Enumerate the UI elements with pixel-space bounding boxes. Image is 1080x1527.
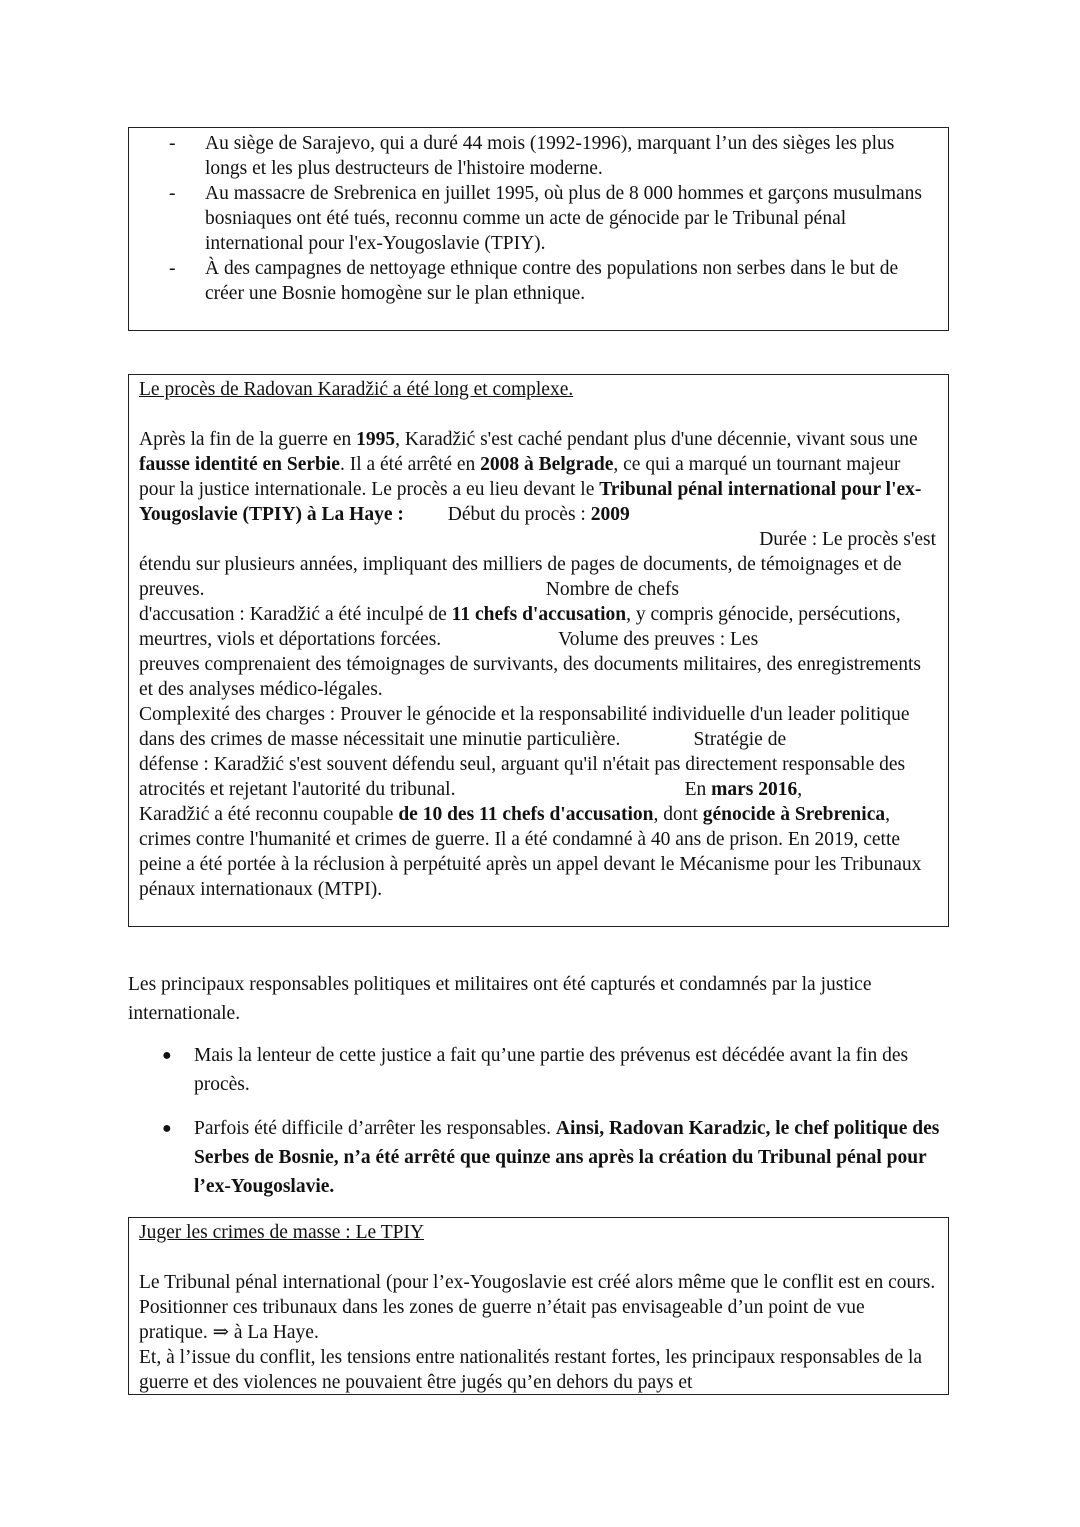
text: Volume des preuves : Les: [558, 629, 759, 650]
verdict-paragraph: [139, 802, 936, 902]
bold-text: 2008 à Belgrade: [480, 454, 614, 475]
list-item: [128, 1041, 948, 1099]
complexity-paragraph: [139, 702, 936, 752]
trial-box-content: [139, 377, 936, 902]
evidence-paragraph: preuves comprenaient des témoignages de survivants, des documents militaires, des enregistrements et des analyses médico-légales.: [139, 654, 921, 700]
text: , y compris génocide, persécutions, meurtres, viols et déportations forcées.: [139, 604, 901, 650]
bullet-list: [128, 1114, 948, 1201]
text: , crimes contre l'humanité et crimes de guerre. Il a été condamné à 40 ans de prison. En 2019, cette peine a été portée à la réclusion à perpétuité après un appel devant le Mécanisme pour les Tribunaux pénaux internationaux (MTPI).: [139, 804, 922, 900]
trial-box: [128, 374, 949, 927]
bullet-list: [128, 1041, 948, 1099]
intro-paragraph: Les principaux responsables politiques et militaires ont été capturés et condamnés par la justice internationale.: [128, 974, 872, 1024]
list-item: [129, 256, 948, 306]
text: Karadžić a été reconnu coupable: [139, 804, 399, 825]
text: étendu sur plusieurs années, impliquant des milliers de pages de documents, de témoignages et de preuves.: [139, 554, 902, 600]
tpiy-box-title: Juger les crimes de masse : Le TPIY: [139, 1222, 425, 1243]
bold-text: Ainsi, Radovan Karadzic, le chef politique des Serbes de Bosnie, n’a été arrêté que quinze ans après la création du Tribunal pénal pour l’ex-Yougoslavie.: [194, 1118, 940, 1197]
bold-text: fausse identité en Serbie: [139, 454, 340, 475]
text: Début du procès :: [447, 504, 591, 525]
text: , Karadžić s'est caché pendant plus d'une décennie, vivant sous une: [395, 429, 918, 450]
tpiy-box-content: [139, 1220, 936, 1395]
trial-box-title: Le procès de Radovan Karadžić a été long et complexe.: [139, 379, 574, 400]
dash-list: [129, 131, 948, 306]
text: , dont: [653, 804, 703, 825]
bold-text: Tribunal pénal international pour l'ex-Yougoslavie (TPIY) à La Haye :: [139, 479, 922, 525]
dash-bullet: -: [169, 133, 176, 154]
tpiy-box: [128, 1217, 949, 1395]
text: Complexité des charges : Prouver le génocide et la responsabilité individuelle d'un leader politique dans des crimes de masse nécessitait une minutie particulière.: [139, 704, 910, 750]
text: Nombre de chefs: [545, 579, 679, 600]
text: défense : Karadžić s'est souvent défendu seul, arguant qu'il n'était pas directement responsable des atrocités et rejetant l'autorité du tribunal.: [139, 754, 906, 800]
bold-text: 11 chefs d'accusation: [451, 604, 627, 625]
list-item-text: Au massacre de Srebrenica en juillet 1995, où plus de 8 000 hommes et garçons musulmans bosniaques ont été tués, reconnu comme un acte de génocide par le Tribunal pénal international pour l'ex-Yougoslavie (TPIY).: [205, 183, 923, 254]
bold-text: 1995: [356, 429, 396, 450]
list-item: [129, 131, 948, 181]
bold-text: de 10 des 11 chefs d'accusation: [398, 804, 654, 825]
bullet-dot: ●: [162, 1047, 172, 1064]
list-item: [128, 1114, 948, 1201]
bold-text: génocide à Srebrenica: [702, 804, 886, 825]
charges-paragraph: [139, 602, 936, 652]
bold-text: 2009: [590, 504, 630, 525]
duration-label: Durée : Le procès s'est: [759, 529, 936, 550]
list-item-text: Mais la lenteur de cette justice a fait qu’une partie des prévenus est décédée avant la fin des procès.: [194, 1045, 909, 1095]
text: d'accusation : Karadžić a été inculpé de: [139, 604, 452, 625]
list-item: [129, 181, 948, 256]
text: Parfois été difficile d’arrêter les responsables.: [194, 1118, 556, 1139]
bold-text: mars 2016: [711, 779, 798, 800]
duration-paragraph: [139, 552, 936, 602]
list-item-text: À des campagnes de nettoyage ethnique contre des populations non serbes dans le but de créer une Bosnie homogène sur le plan ethnique.: [205, 258, 899, 304]
defense-paragraph: [139, 752, 936, 802]
list-item-text: Au siège de Sarajevo, qui a duré 44 mois (1992-1996), marquant l’un des sièges les plus longs et les plus destructeurs de l'histoire moderne.: [205, 133, 895, 179]
bullet-dot: ●: [162, 1120, 172, 1137]
tpiy-paragraph: Le Tribunal pénal international (pour l’ex-Yougoslavie est créé alors même que le conflit est en cours. Positionner ces tribunaux dans les zones de guerre n’était pas envisageable d’un point de vue pratique. ⇒ à La Haye.: [139, 1272, 936, 1343]
dash-bullet: -: [169, 183, 176, 204]
text: ,: [797, 779, 803, 800]
text: Après la fin de la guerre en: [139, 429, 357, 450]
trial-paragraph: [139, 427, 936, 527]
text: Stratégie de: [693, 729, 787, 750]
text: . Il a été arrêté en: [339, 454, 481, 475]
text: En: [684, 779, 712, 800]
dash-bullet: -: [169, 258, 176, 279]
text: , ce qui a marqué un tournant majeur pour la justice internationale. Le procès a eu lieu devant le: [139, 454, 901, 500]
context-box: [128, 127, 949, 331]
tpiy-paragraph: Et, à l’issue du conflit, les tensions entre nationalités restant fortes, les principaux responsables de la guerre et des violences ne pouvaient être jugés qu’en dehors du pays et: [139, 1347, 923, 1393]
